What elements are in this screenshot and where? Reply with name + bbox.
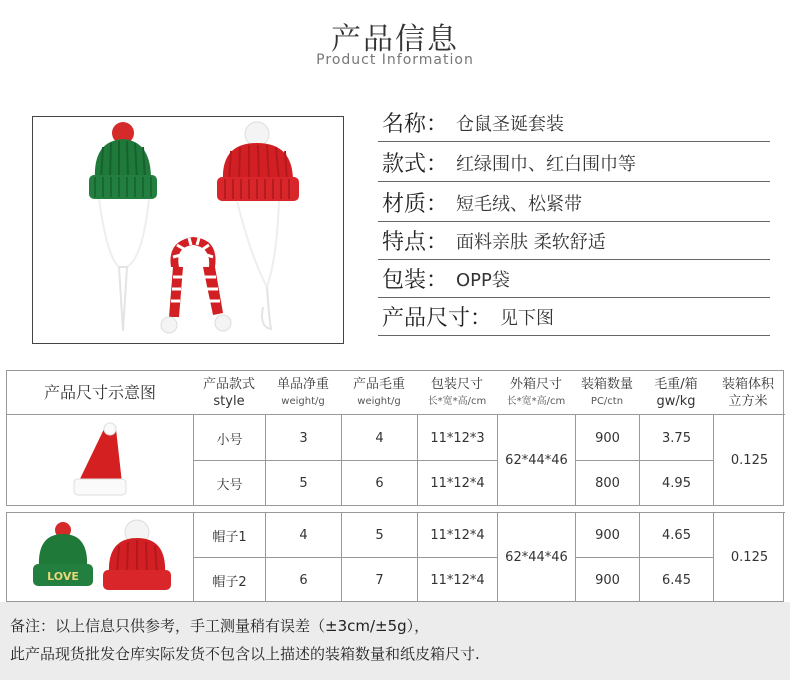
info-row-package: [378, 260, 770, 298]
red-hat-image: [217, 122, 299, 329]
cell-style: 小号: [193, 414, 265, 461]
cell-style: 帽子2: [193, 557, 265, 602]
spec-table-header: [6, 370, 784, 414]
cell-carton: 62*44*46: [497, 512, 575, 602]
header-size-diagram: 产品尺寸示意图: [43, 383, 156, 402]
cell-volume: 0.125: [713, 512, 785, 602]
info-row-size: [378, 298, 770, 336]
info-key: 材质：: [382, 192, 449, 217]
green-hat-image: [89, 122, 157, 331]
info-value: 见下图: [500, 307, 555, 329]
cell-qty: 900: [575, 512, 639, 558]
cell-qty: 900: [575, 414, 639, 461]
hat-love-text: LOVE: [47, 569, 79, 583]
info-key: 款式：: [382, 152, 449, 177]
product-photo: [32, 116, 344, 344]
info-value: 面料亲肤 柔软舒适: [456, 231, 606, 253]
cell-gw: 4.65: [639, 512, 713, 558]
header-net-weight: 单品净重 weight/g: [276, 376, 329, 407]
cell-pack: 11*12*3: [417, 414, 497, 461]
header-qty: 装箱数量 PC/ctn: [580, 376, 633, 407]
header-gw: 毛重/箱 gw/kg: [654, 376, 698, 409]
hats-scarf-illustration: [33, 117, 343, 343]
spec-group-1: [6, 414, 784, 506]
header-style: 产品款式 style: [202, 376, 255, 409]
info-key: 名称：: [382, 112, 449, 137]
cell-net: 5: [265, 460, 341, 506]
striped-scarf-image: [161, 237, 231, 333]
header-carton-size: 外箱尺寸 长*宽*高/cm: [506, 376, 566, 407]
header-gross-weight: 产品毛重 weight/g: [352, 376, 405, 407]
page-title: 产品信息: [331, 22, 459, 57]
info-value: 短毛绒、松紧带: [456, 193, 583, 215]
note-box: [0, 602, 790, 680]
cell-qty: 800: [575, 460, 639, 506]
cell-gross: 5: [341, 512, 417, 558]
cell-pack: 11*12*4: [417, 460, 497, 506]
santa-hat-image: [6, 414, 193, 506]
info-value: 红绿围巾、红白围巾等: [456, 153, 637, 175]
cell-style: 大号: [193, 460, 265, 506]
cell-volume: 0.125: [713, 414, 785, 506]
page-subtitle: Product Information: [316, 52, 474, 68]
cell-qty: 900: [575, 557, 639, 602]
cell-carton: 62*44*46: [497, 414, 575, 506]
info-key: 包装：: [382, 268, 449, 293]
cell-net: 6: [265, 557, 341, 602]
cell-net: 4: [265, 512, 341, 558]
cell-style: 帽子1: [193, 512, 265, 558]
cell-gross: 6: [341, 460, 417, 506]
info-row-style: [378, 144, 770, 182]
info-row-material: [378, 184, 770, 222]
note-line-2: 此产品现货批发仓库实际发货不包含以上描述的装箱数量和纸皮箱尺寸.: [10, 645, 480, 663]
header-pack-size: 包装尺寸 长*宽*高/cm: [427, 376, 487, 407]
cell-pack: 11*12*4: [417, 557, 497, 602]
spec-group-2: [6, 512, 784, 602]
info-row-feature: [378, 222, 770, 260]
knit-hats-image: [6, 512, 193, 602]
cell-gross: 4: [341, 414, 417, 461]
info-value: 仓鼠圣诞套装: [456, 113, 565, 135]
cell-gross: 7: [341, 557, 417, 602]
header-volume: 装箱体积 立方米: [721, 376, 774, 409]
cell-gw: 3.75: [639, 414, 713, 461]
cell-gw: 4.95: [639, 460, 713, 506]
info-row-name: [378, 104, 770, 142]
cell-net: 3: [265, 414, 341, 461]
cell-gw: 6.45: [639, 557, 713, 602]
note-line-1: 备注：以上信息只供参考，手工测量稍有误差（±3cm/±5g），: [10, 617, 430, 635]
info-key: 产品尺寸：: [382, 306, 493, 331]
product-info-list: [378, 104, 770, 336]
info-key: 特点：: [382, 230, 449, 255]
cell-pack: 11*12*4: [417, 512, 497, 558]
info-value: OPP袋: [456, 269, 510, 291]
